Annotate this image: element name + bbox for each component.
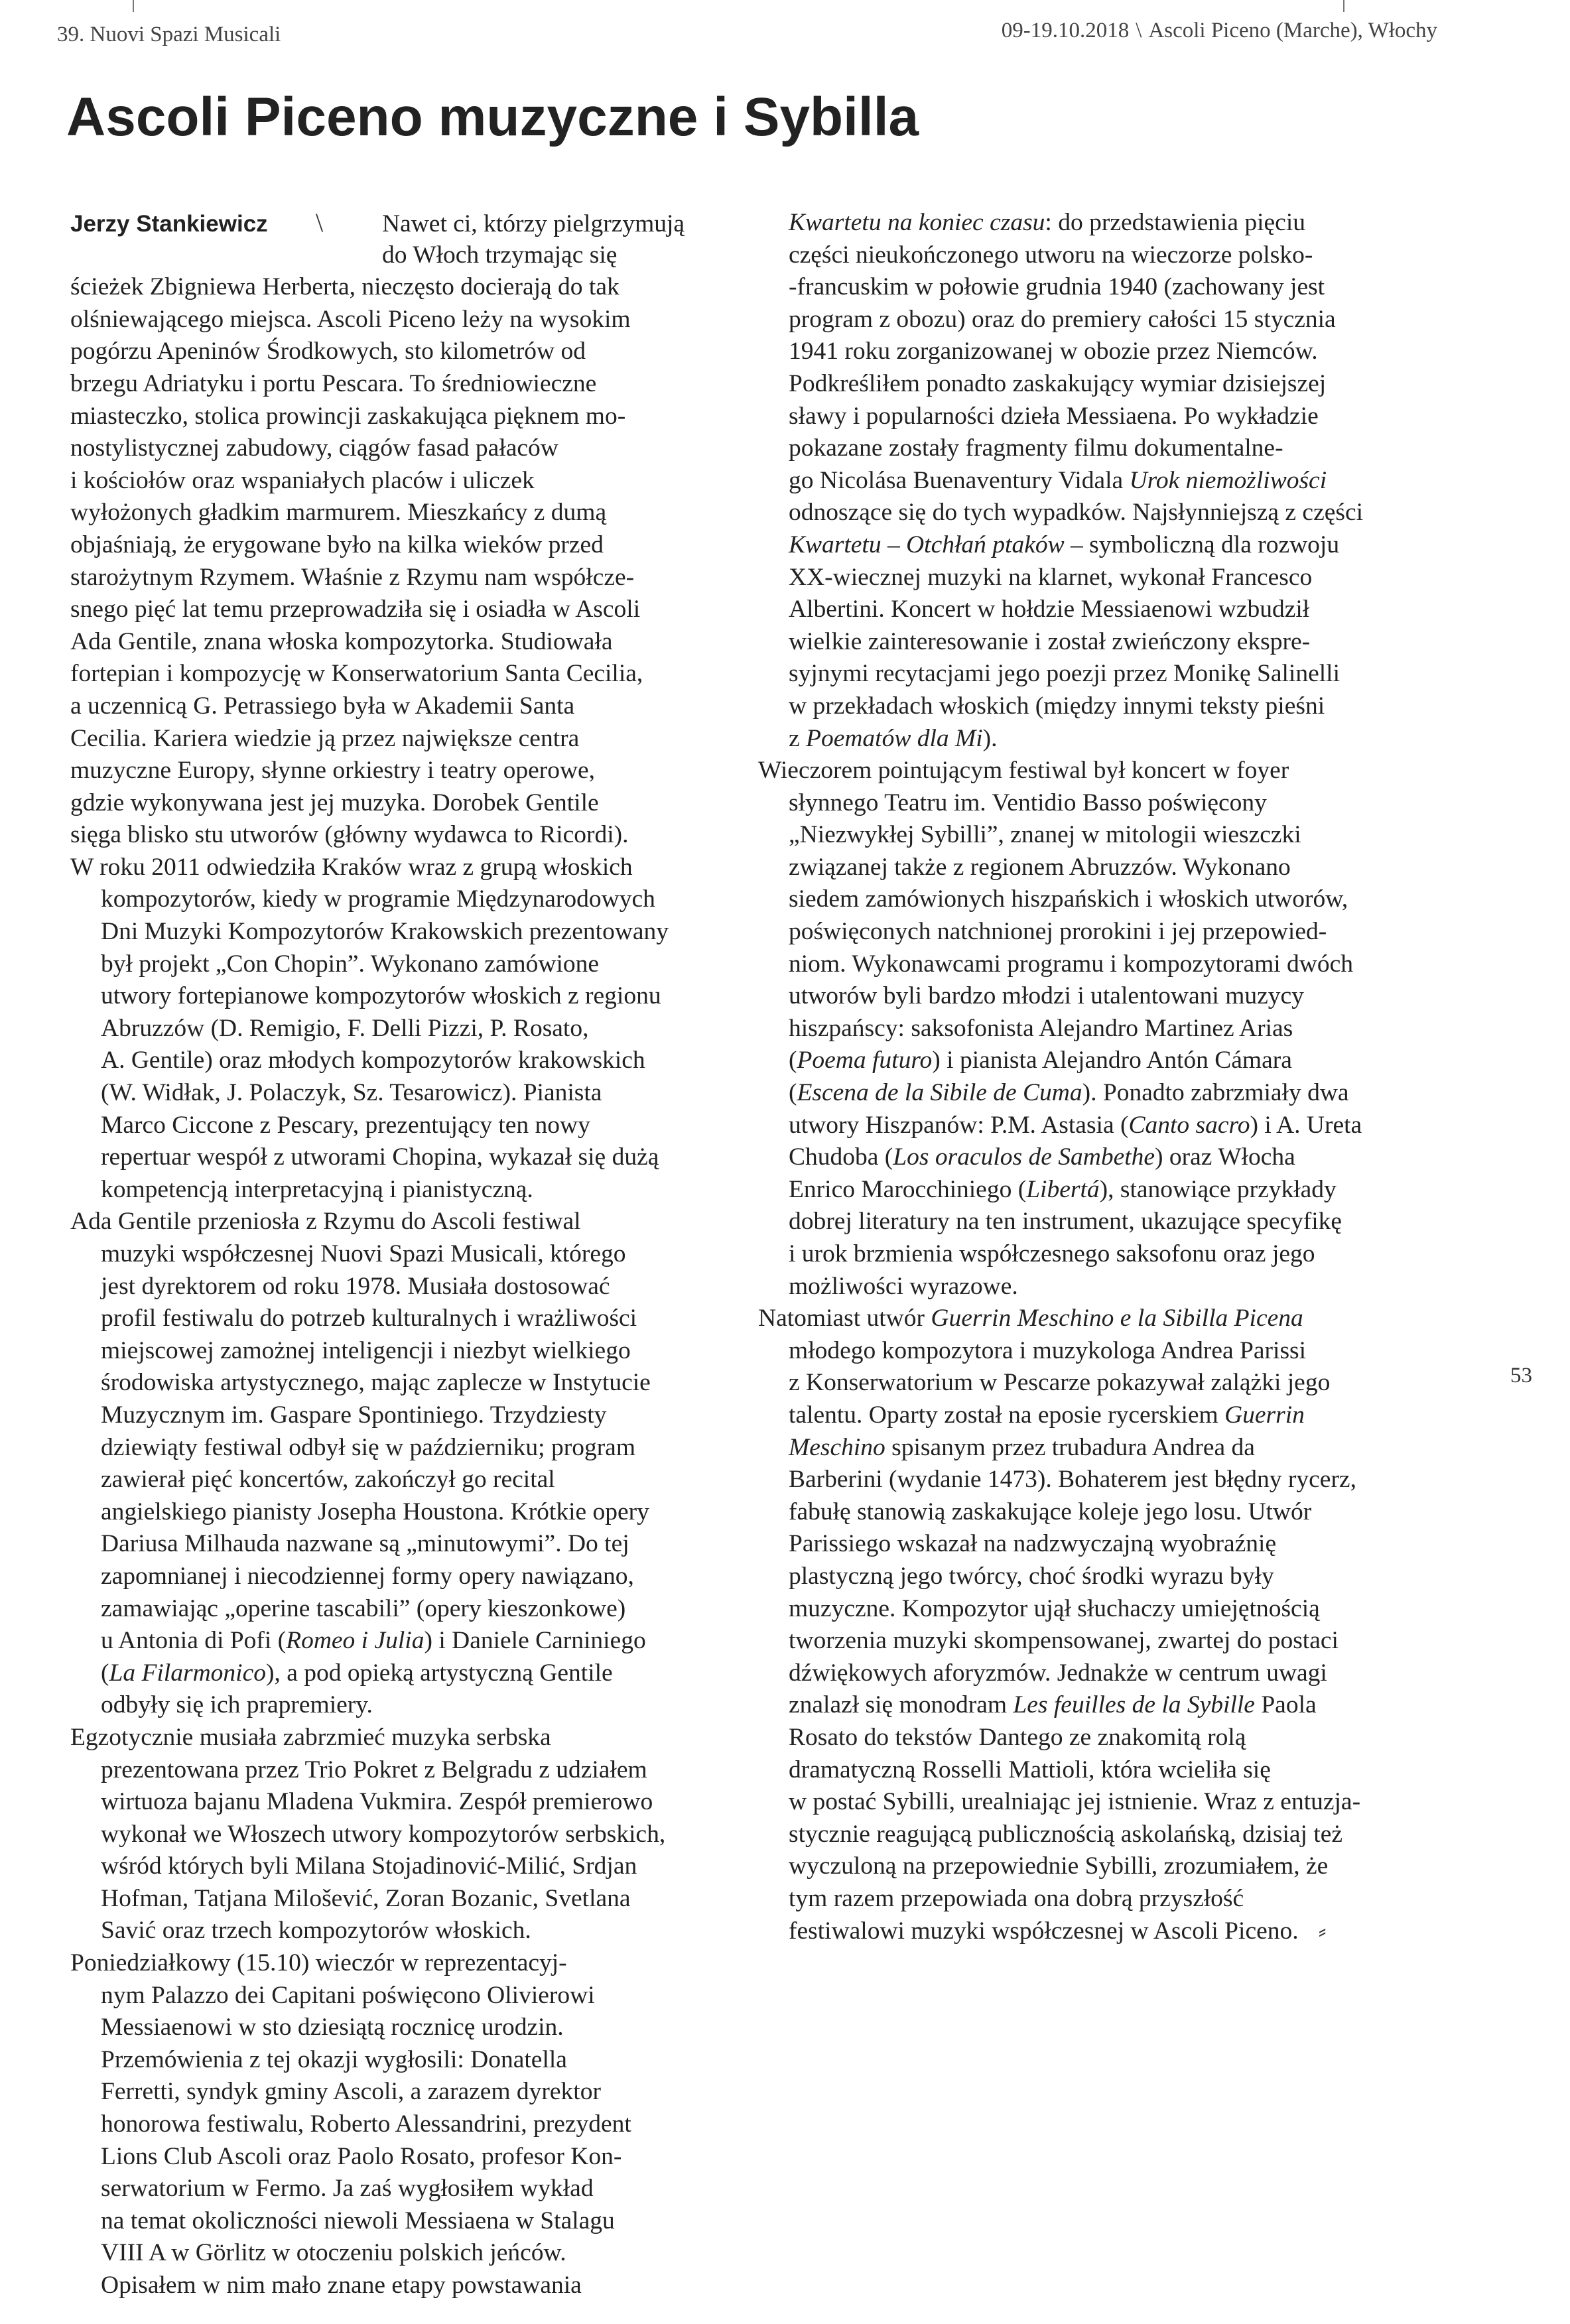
body-line: wielkie zainteresowanie i został zwieńczony ekspre- xyxy=(789,627,1311,655)
body-line: sięga blisko stu utworów (główny wydawca to Ricordi). xyxy=(70,821,629,849)
body-line: wyłożonych gładkim marmurem. Mieszkańcy z dumą xyxy=(70,499,607,527)
body-line: Messiaenowi w sto dziesiątą rocznicę urodzin. xyxy=(101,2014,564,2041)
body-line: fabułę stanowią zaskakujące koleje jego losu. Utwór xyxy=(789,1498,1312,1525)
body-line: do Włoch trzymając się xyxy=(382,241,618,269)
paragraph-2 xyxy=(70,883,747,1206)
body-line: niom. Wykonawcami programu i kompozytorami dwóch xyxy=(789,950,1354,978)
body-line: odnoszące się do tych wypadków. Najsłynniejszą z części xyxy=(789,499,1364,527)
body-line: młodego kompozytora i muzykologa Andrea Parissi xyxy=(789,1336,1307,1364)
body-line: siedem zamówionych hiszpańskich i włoskich utworów, xyxy=(789,885,1348,913)
body-line: Hofman, Tatjana Milošević, Zoran Bozanic, Svetlana xyxy=(101,1884,631,1912)
body-line: utworów byli bardzo młodzi i utalentowani muzycy xyxy=(789,982,1304,1010)
paragraph-3-first-line: Ada Gentile przeniosła z Rzymu do Ascoli festiwal xyxy=(70,1208,581,1236)
body-line: dramatyczną Rosselli Mattioli, która wcieliła się xyxy=(789,1756,1271,1783)
paragraph-first-line: Wieczorem pointującym festiwal był koncert w foyer xyxy=(758,757,1289,785)
body-line: wirtuoza bajanu Mladena Vukmira. Zespół premierowo xyxy=(101,1788,653,1816)
body-line: na temat okoliczności niewoli Messiaena w Stalagu xyxy=(101,2207,615,2234)
body-line: nym Palazzo dei Capitani poświęcono Olivierowi xyxy=(101,1981,595,2009)
body-line: gdzie wykonywana jest jej muzyka. Dorobek Gentile xyxy=(70,789,599,816)
body-line: w przekładach włoskich (między innymi teksty pieśni xyxy=(789,692,1325,720)
page-number: 53 xyxy=(1510,1364,1532,1388)
body-line: (Poema futuro) i pianista Alejandro Antón Cámara xyxy=(789,1047,1292,1074)
body-line: dźwiękowych aforyzmów. Jednakże w centrum uwagi xyxy=(789,1659,1327,1687)
body-line: wyczuloną na przepowiednie Sybilli, zrozumiałem, że xyxy=(789,1852,1329,1880)
body-line: muzyczne. Kompozytor ujął słuchaczy umiejętnością xyxy=(789,1594,1320,1622)
body-line: wykonał we Włoszech utwory kompozytorów serbskich, xyxy=(101,1820,666,1848)
running-header-event xyxy=(1002,19,1437,43)
body-line: sławy i popularności dzieła Messiaena. Po wykładzie xyxy=(789,402,1319,430)
body-line: ścieżek Zbigniewa Herberta, nieczęsto docierają do tak xyxy=(70,273,620,301)
paragraph-sybilla xyxy=(758,787,1481,1045)
body-line: Nawet ci, którzy pielgrzymują xyxy=(382,210,685,237)
event-dates: 09-19.10.2018 xyxy=(1001,19,1130,42)
body-line: syjnymi recytacjami jego poezji przez Monikę Salinelli xyxy=(789,660,1340,688)
body-line: program z obozu) oraz do premiery całości 15 stycznia xyxy=(789,305,1336,333)
body-line: Abruzzów (D. Remigio, F. Delli Pizzi, P. Rosato, xyxy=(101,1014,589,1042)
body-line: związanej także z regionem Abruzzów. Wykonano xyxy=(789,853,1291,881)
paragraph-sybilla-end xyxy=(758,1206,1481,1303)
crop-mark xyxy=(1343,0,1344,12)
body-line: fortepian i kompozycję w Konserwatorium Santa Cecilia, xyxy=(70,660,643,688)
body-line: nostylistycznej zabudowy, ciągów fasad pałaców xyxy=(70,434,558,462)
paragraph-1 xyxy=(70,271,747,852)
body-line: Barberini (wydanie 1473). Bohaterem jest błędny rycerz, xyxy=(789,1466,1356,1494)
body-line: VIII A w Görlitz w otoczeniu polskich jeńców. xyxy=(101,2239,566,2267)
body-line: objaśniają, że erygowane było na kilka wieków przed xyxy=(70,531,604,558)
body-line: kompetencją interpretacyjną i pianistyczną. xyxy=(101,1175,533,1203)
body-line: repertuar wespół z utworami Chopina, wykazał się dużą xyxy=(101,1143,659,1171)
body-line: zapomnianej i niecodziennej formy opery nawiązano, xyxy=(101,1562,634,1590)
body-line: brzegu Adriatyku i portu Pescara. To średniowieczne xyxy=(70,369,597,397)
body-line: miejscowej zamożnej inteligencji i niezbyt wielkiego xyxy=(101,1336,631,1364)
body-line: Dni Muzyki Kompozytorów Krakowskich prezentowany xyxy=(101,918,669,946)
body-line: możliwości wyrazowe. xyxy=(789,1272,1018,1300)
paragraph-continued xyxy=(758,239,1481,465)
end-of-article-mark: ⸗ xyxy=(1318,1917,1327,1945)
paragraph-continued-2 xyxy=(758,562,1481,723)
body-line: był projekt „Con Chopin”. Wykonano zamówione xyxy=(101,950,600,978)
body-line: Kwartetu – Otchłań ptaków – symboliczną dla rozwoju xyxy=(789,531,1340,558)
author-separator: \ xyxy=(316,208,324,237)
paragraph-5-first-line: Poniedziałkowy (15.10) wieczór w reprezentacyj- xyxy=(70,1949,567,1977)
body-line: z Poematów dla Mi). xyxy=(789,724,998,752)
body-line: A. Gentile) oraz młodych kompozytorów krakowskich xyxy=(101,1047,645,1074)
body-line: Kwartetu na koniec czasu: do przedstawienia pięciu xyxy=(789,209,1305,236)
body-line: Cecilia. Kariera wiedzie ją przez największe centra xyxy=(70,724,580,752)
paragraph-guerrin xyxy=(758,1335,1481,1399)
body-line: Albertini. Koncert w hołdzie Messiaenowi wzbudził xyxy=(789,596,1310,623)
paragraph-guerrin-2 xyxy=(758,1464,1481,1657)
paragraph-2-first-line: W roku 2011 odwiedziła Kraków wraz z grupą włoskich xyxy=(70,853,633,881)
body-line: zawierał pięć koncertów, zakończył go recital xyxy=(101,1466,555,1494)
right-column xyxy=(758,207,1481,1947)
body-line: muzyki współczesnej Nuovi Spazi Musicali, którego xyxy=(101,1240,626,1267)
paragraph-3 xyxy=(70,1238,747,1625)
body-line: Ada Gentile, znana włoska kompozytorka. Studiowała xyxy=(70,627,613,655)
body-line: talentu. Oparty został na eposie rycerskiem Guerrin xyxy=(789,1401,1305,1429)
body-line: pogórzu Apeninów Środkowych, sto kilometrów od xyxy=(70,338,586,365)
body-line: a uczennicą G. Petrassiego była w Akademii Santa xyxy=(70,692,575,720)
crop-mark xyxy=(133,0,134,12)
body-line: miasteczko, stolica prowincji zaskakująca pięknem mo- xyxy=(70,402,626,430)
body-line: tworzenia muzyki skompensowanej, zwartej do postaci xyxy=(789,1627,1339,1655)
body-line: dziewiąty festiwal odbył się w październiku; program xyxy=(101,1433,635,1461)
body-line: części nieukończonego utworu na wieczorze polsko- xyxy=(789,241,1313,269)
body-line: Marco Ciccone z Pescary, prezentujący ten nowy xyxy=(101,1111,590,1139)
body-line: znalazł się monodram Les feuilles de la Sybille Paola xyxy=(789,1691,1317,1719)
body-line: i kościołów oraz wspaniałych placów i uliczek xyxy=(70,466,535,494)
body-line: Opisałem w nim mało znane etapy powstawania xyxy=(101,2272,582,2299)
body-line: utwory Hiszpanów: P.M. Astasia (Canto sacro) i A. Ureta xyxy=(789,1111,1362,1139)
body-line: angielskiego pianisty Josepha Houstona. Krótkie opery xyxy=(101,1498,649,1525)
body-line: Chudoba (Los oraculos de Sambethe) oraz Włocha xyxy=(789,1143,1295,1171)
body-line: olśniewającego miejsca. Ascoli Piceno leży na wysokim xyxy=(70,305,631,333)
body-line: 1941 roku zorganizowanej w obozie przez Niemców. xyxy=(789,338,1318,365)
paragraph-first-line: Natomiast utwór Guerrin Meschino e la Sibilla Picena xyxy=(758,1305,1303,1332)
body-line: u Antonia di Pofi (Romeo i Julia) i Daniele Carniniego xyxy=(101,1627,646,1655)
body-line: Dariusa Milhauda nazwane są „minutowymi”. Do tej xyxy=(101,1530,629,1558)
running-header-section: 39. Nuovi Spazi Musicali xyxy=(57,23,281,46)
body-line: pokazane zostały fragmenty filmu dokumentalne- xyxy=(789,434,1283,462)
body-line: Przemówienia z tej okazji wygłosili: Donatella xyxy=(101,2045,567,2073)
event-place: Ascoli Piceno (Marche), Włochy xyxy=(1148,19,1437,42)
body-line-last: festiwalowi muzyki współczesnej w Ascoli Piceno. ⸗ xyxy=(789,1917,1327,1945)
left-column xyxy=(70,207,747,2302)
body-line: stycznie reagującą publicznością askolańską, dzisiaj też xyxy=(789,1820,1343,1848)
body-line: prezentowana przez Trio Pokret z Belgradu z udziałem xyxy=(101,1756,647,1783)
body-line: słynnego Teatru im. Ventidio Basso poświęcony xyxy=(789,789,1267,816)
body-line: muzyczne Europy, słynne orkiestry i teatry operowe, xyxy=(70,757,596,785)
body-line: plastyczną jego twórcy, choć środki wyrazu były xyxy=(789,1562,1274,1590)
body-line: w postać Sybilli, urealniając jej istnienie. Wraz z entuzja- xyxy=(789,1788,1361,1816)
body-line: Ferretti, syndyk gminy Ascoli, a zarazem dyrektor xyxy=(101,2078,601,2106)
body-line: tym razem przepowiada ona dobrą przyszłość xyxy=(789,1884,1244,1912)
body-line: wśród których byli Milana Stojadinović-Milić, Srdjan xyxy=(101,1852,637,1880)
body-line: i urok brzmienia współczesnego saksofonu oraz jego xyxy=(789,1240,1315,1267)
body-line: Meschino spisanym przez trubadura Andrea da xyxy=(789,1433,1255,1461)
body-line: honorowa festiwalu, Roberto Alessandrini, prezydent xyxy=(101,2110,631,2138)
body-line: Rosato do tekstów Dantego ze znakomitą rolą xyxy=(789,1723,1246,1751)
header-separator: \ xyxy=(1136,19,1142,42)
byline-row xyxy=(70,207,747,239)
body-line: Savić oraz trzech kompozytorów włoskich. xyxy=(101,1917,531,1945)
body-line: dobrej literatury na ten instrument, ukazujące specyfikę xyxy=(789,1208,1342,1236)
article-title: Ascoli Piceno muzyczne i Sybilla xyxy=(66,87,919,147)
body-line: Enrico Marocchiniego (Libertá), stanowiące przykłady xyxy=(789,1175,1337,1203)
body-line: XX-wiecznej muzyki na klarnet, wykonał Francesco xyxy=(789,563,1313,591)
paragraph-4 xyxy=(70,1754,747,1948)
body-line: (La Filarmonico), a pod opieką artystyczną Gentile xyxy=(101,1659,613,1687)
body-line: serwatorium w Fermo. Ja zaś wygłosiłem wykład xyxy=(101,2175,594,2203)
body-line: odbyły się ich prapremiery. xyxy=(101,1691,373,1719)
body-line: jest dyrektorem od roku 1978. Musiała dostosować xyxy=(101,1272,610,1300)
body-line: hiszpańscy: saksofonista Alejandro Martinez Arias xyxy=(789,1014,1293,1042)
paragraph-5 xyxy=(70,1980,747,2302)
body-line: Lions Club Ascoli oraz Paolo Rosato, profesor Kon- xyxy=(101,2142,622,2170)
body-line: (W. Widłak, J. Polaczyk, Sz. Tesarowicz). Pianista xyxy=(101,1079,602,1107)
author-name: Jerzy Stankiewicz xyxy=(70,211,268,237)
body-line: kompozytorów, kiedy w programie Międzynarodowych xyxy=(101,885,655,913)
body-line: Muzycznym im. Gaspare Spontiniego. Trzydziesty xyxy=(101,1401,607,1429)
body-line: (Escena de la Sibile de Cuma). Ponadto zabrzmiały dwa xyxy=(789,1079,1349,1107)
body-line: Podkreśliłem ponadto zaskakujący wymiar dzisiejszej xyxy=(789,369,1327,397)
body-line: „Niezwykłej Sybilli”, znanej w mitologii wieszczki xyxy=(789,821,1301,849)
paragraph-4-first-line: Egzotycznie musiała zabrzmieć muzyka serbska xyxy=(70,1723,551,1751)
body-line: profil festiwalu do potrzeb kulturalnych i wrażliwości xyxy=(101,1305,637,1332)
body-line: starożytnym Rzymem. Właśnie z Rzymu nam współcze- xyxy=(70,563,635,591)
body-line: środowiska artystycznego, mając zaplecze w Instytucie xyxy=(101,1369,651,1397)
body-line: utwory fortepianowe kompozytorów włoskich z regionu xyxy=(101,982,661,1010)
body-line: snego pięć lat temu przeprowadziła się i osiadła w Ascoli xyxy=(70,596,641,623)
body-line: z Konserwatorium w Pescarze pokazywał zalążki jego xyxy=(789,1369,1331,1397)
body-line: zamawiając „operine tascabili” (opery kieszonkowe) xyxy=(101,1594,626,1622)
body-line: Parissiego wskazał na nadzwyczajną wyobraźnię xyxy=(789,1530,1277,1558)
body-line: poświęconych natchnionej prorokini i jej przepowied- xyxy=(789,918,1327,946)
body-line: -francuskim w połowie grudnia 1940 (zachowany jest xyxy=(789,273,1325,301)
paragraph-guerrin-3 xyxy=(758,1722,1481,1915)
body-line: go Nicolása Buenaventury Vidala Urok niemożliwości xyxy=(789,466,1327,494)
